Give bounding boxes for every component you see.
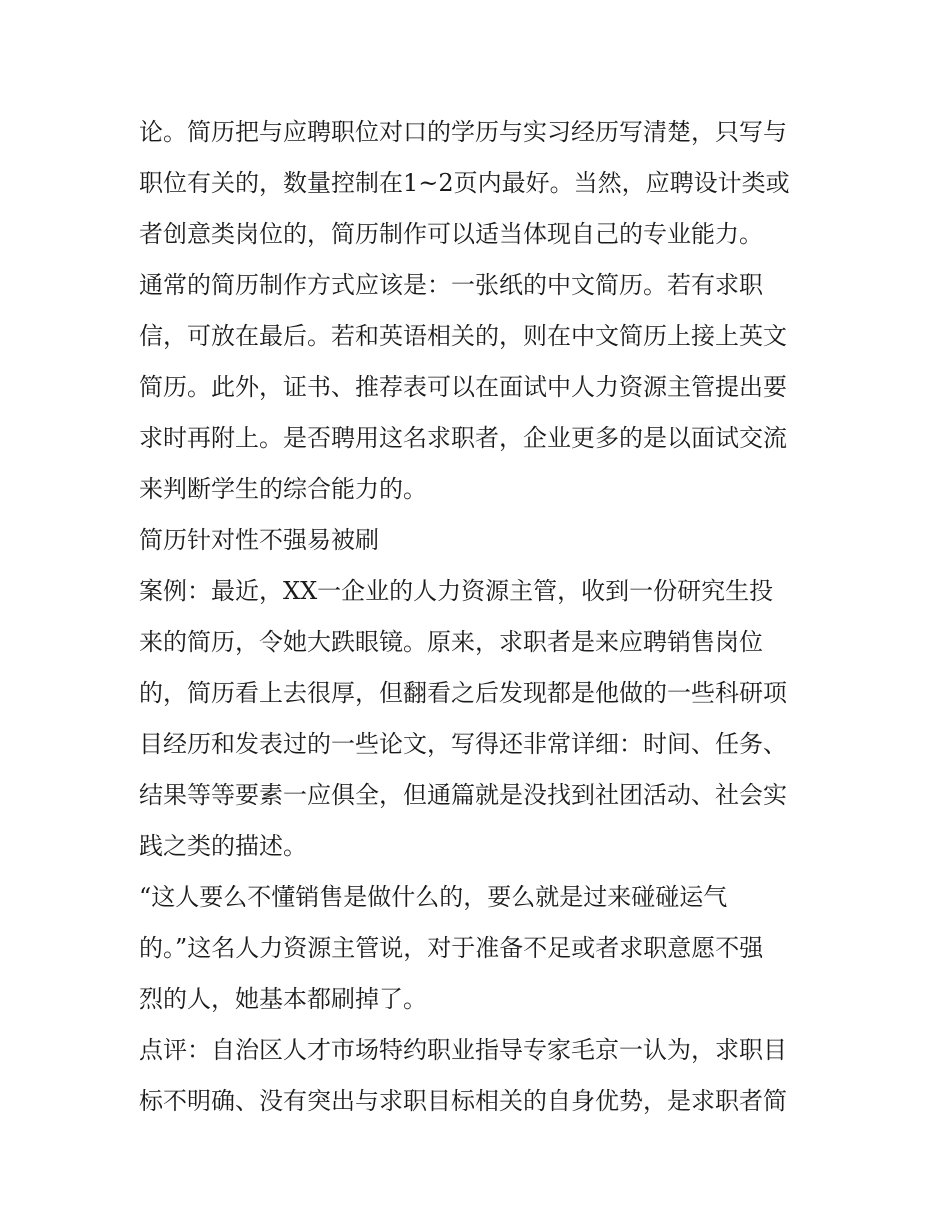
text-line: 点评：自治区人才市场特约职业指导专家毛京一认为，求职目 [139,1036,787,1064]
text-line: 信，可放在最后。若和英语相关的，则在中文简历上接上英文 [139,322,787,350]
text-line: 标不明确、没有突出与求职目标相关的自身优势，是求职者简 [139,1087,787,1115]
text-line: 简历。此外，证书、推荐表可以在面试中人力资源主管提出要 [139,373,787,401]
text-line: 通常的简历制作方式应该是：一张纸的中文简历。若有求职 [139,271,763,299]
text-line: 者创意类岗位的，简历制作可以适当体现自己的专业能力。 [139,220,763,248]
text-line: 论。简历把与应聘职位对口的学历与实习经历写清楚，只写与 [139,118,787,146]
text-line: 结果等等要素一应俱全，但通篇就是没找到社团活动、社会实 [139,781,787,809]
text-line: 目经历和发表过的一些论文，写得还非常详细：时间、任务、 [139,730,787,758]
text-line: 来的简历，令她大跌眼镜。原来，求职者是来应聘销售岗位 [139,628,763,656]
text-line: 的，简历看上去很厚，但翻看之后发现都是他做的一些科研项 [139,679,787,707]
text-line: 来判断学生的综合能力的。 [139,475,427,503]
body-text [139,107,819,1127]
text-line: 求时再附上。是否聘用这名求职者，企业更多的是以面试交流 [139,424,787,452]
text-line: “这人要么不懂销售是做什么的，要么就是过来碰碰运气 [139,883,728,911]
text-line: 案例：最近，XX一企业的人力资源主管，收到一份研究生投 [139,577,774,605]
text-line: 职位有关的，数量控制在1~2页内最好。当然，应聘设计类或 [139,169,790,197]
section-heading: 简历针对性不强易被刷 [139,526,379,554]
text-line: 烈的人，她基本都刷掉了。 [139,985,427,1013]
text-line: 的。”这名人力资源主管说，对于准备不足或者求职意愿不强 [139,934,764,962]
text-line: 践之类的描述。 [139,832,307,860]
